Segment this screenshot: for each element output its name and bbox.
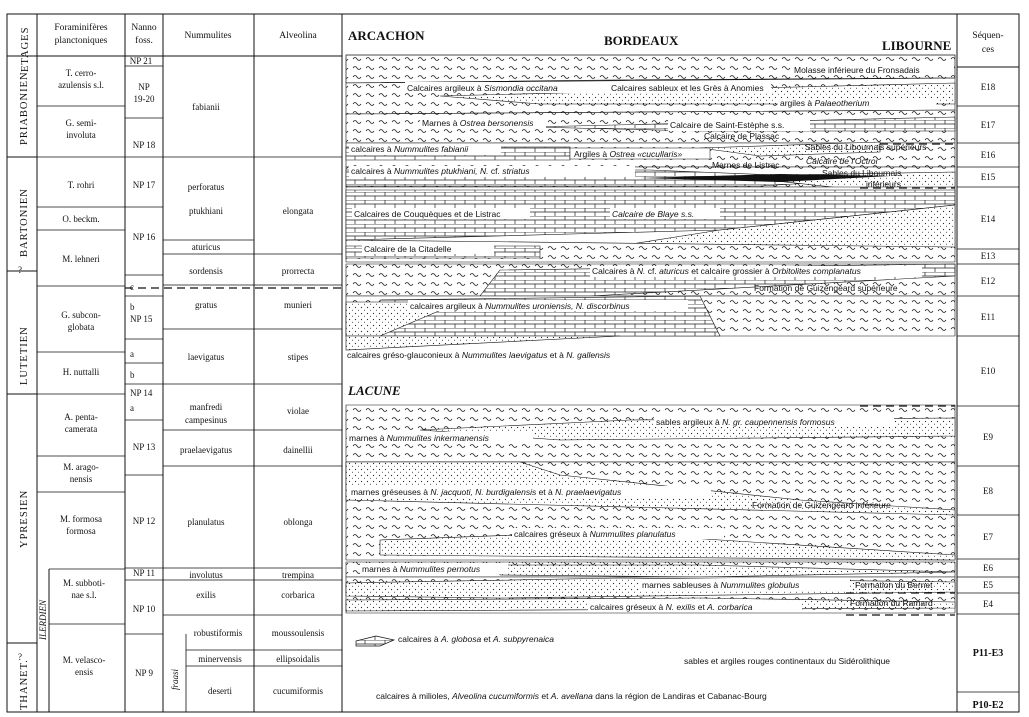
facies-label: Formation du Ramard xyxy=(850,598,933,608)
facies-label: Calcaire de l'Octroi xyxy=(806,156,878,166)
sequence-label: E7 xyxy=(983,532,993,542)
nanno-column xyxy=(130,56,156,678)
nummulites-zone: gratus xyxy=(195,300,217,310)
sequence-label: E4 xyxy=(983,599,993,609)
alveolina-zone: moussoulensis xyxy=(271,628,325,638)
sequence-label: P10-E2 xyxy=(972,700,1004,711)
facies-label: Calcaire de Saint-Estèphe s.s. xyxy=(670,120,785,130)
header-sequences-1: Séquen- xyxy=(972,31,1004,41)
nanno-zone: NP 16 xyxy=(132,232,156,242)
facies-label: sables argileux à N. gr. caupennensis formosus xyxy=(656,417,835,427)
nummulites-zone: laevigatus xyxy=(187,352,225,362)
facies-label: Calcaires de Couquèques et de Listrac xyxy=(354,209,501,219)
sequence-label: E5 xyxy=(983,580,993,590)
alveolina-zone: prorrecta xyxy=(281,266,315,276)
nanno-zone: NP 21 xyxy=(129,56,153,66)
stage-query-2: ? xyxy=(18,652,22,662)
foram-label: M. formosa xyxy=(60,514,102,524)
foram-label: globata xyxy=(67,322,95,332)
foram-label: M. lehneri xyxy=(62,254,100,264)
nanno-zone: NP xyxy=(138,82,150,92)
facies-label: Calcaire de Plassac xyxy=(704,131,780,141)
sequence-label: E6 xyxy=(983,563,993,573)
facies-label: Molasse inférieure du Fronsadais xyxy=(794,65,920,75)
foram-label: nae s.l. xyxy=(71,590,97,600)
nanno-zone: NP 18 xyxy=(132,140,156,150)
header-nanno-2: foss. xyxy=(135,36,153,46)
alveolina-zone: violae xyxy=(287,406,309,416)
facies-label: Marnes de Listrac xyxy=(712,160,780,170)
nummulites-zone: fabianii xyxy=(192,102,220,112)
sequence-label: P11-E3 xyxy=(972,648,1004,659)
facies-label: calcaires à Nummulites fabianii xyxy=(351,144,469,154)
sequence-label: E16 xyxy=(980,150,996,160)
facies-label: sables et argiles rouges continentaux du Sidérolithique xyxy=(684,656,891,666)
facies-label: calcaires gréseux à N. exilis et A. corbarica xyxy=(590,602,753,612)
nanno-zone: NP 10 xyxy=(132,604,156,614)
place-bordeaux: BORDEAUX xyxy=(604,33,679,48)
facies-label: marnes gréseuses à N. jacquoti, N. burdigalensis et à N. praelaevigatus xyxy=(351,487,622,497)
sequence-label: E11 xyxy=(980,312,996,322)
foram-label: formosa xyxy=(66,526,96,536)
sequence-label: E9 xyxy=(983,432,993,442)
legend-lens-icon xyxy=(356,636,394,646)
facies-label: calcaires à Nummulites ptukhiani, N. cf. striatus xyxy=(351,166,530,176)
sequence-label: E18 xyxy=(980,82,996,92)
nummulites-zone: praelaevigatus xyxy=(180,445,232,455)
nummulites-zone: ptukhiani xyxy=(189,206,223,216)
nummulites-zone: deserti xyxy=(208,686,232,696)
facies-label: Formation de Guizengeard inférieure xyxy=(752,500,891,510)
alveolina-zone: corbarica xyxy=(281,590,315,600)
alveolina-zone: munieri xyxy=(284,300,312,310)
alveolina-zone: stipes xyxy=(287,352,309,362)
facies-label: Sables du Libournais xyxy=(822,168,902,178)
nanno-zone: NP 13 xyxy=(132,442,156,452)
facies-label: inférieurs xyxy=(866,179,901,189)
nummulites-zone: campesinus xyxy=(185,415,227,425)
foram-label: A. penta- xyxy=(64,412,98,422)
nanno-zone: NP 12 xyxy=(132,516,156,526)
sequence-label: E17 xyxy=(980,120,996,130)
lacune-label: LACUNE xyxy=(348,383,401,398)
facies-label: Calcaire de Blaye s.s. xyxy=(612,209,695,219)
header-foraminiferes-1: Foraminifères xyxy=(54,23,108,33)
nanno-zone: c xyxy=(130,282,134,292)
header-sequences-2: ces xyxy=(981,45,995,55)
nanno-zone: b xyxy=(130,370,135,380)
stage-ypresien: YPRESIEN xyxy=(19,489,30,548)
nanno-zone: NP 15 xyxy=(130,314,153,324)
foram-label: G. subcon- xyxy=(61,310,101,320)
stage-bartonien: BARTONIEN xyxy=(19,188,30,257)
sequence-label: E10 xyxy=(980,366,996,376)
sequence-label: E14 xyxy=(980,214,996,224)
nummulites-zone: robustiformis xyxy=(193,628,243,638)
nummulites-zone: perforatus xyxy=(187,182,225,192)
facies-label: Formation de Guizengeard supérieure xyxy=(754,283,898,293)
facies-label: calcaires gréso-glauconieux à Nummulites laevigatus et à N. gallensis xyxy=(347,350,611,360)
facies-label: marnes à Nummulites pernotus xyxy=(362,564,481,574)
nummulites-zone: sordensis xyxy=(189,266,223,276)
foram-label: O. beckm. xyxy=(62,214,100,224)
nummulites-zone: minervensis xyxy=(198,654,242,664)
sequence-label: E8 xyxy=(983,486,993,496)
nanno-zone: NP 9 xyxy=(135,668,153,678)
nanno-zone: NP 17 xyxy=(132,180,156,190)
facies-label: calcaires gréseux à Nummulites planulatus xyxy=(514,529,676,539)
facies-label: Calcaire de la Citadelle xyxy=(364,244,452,254)
foram-label: T. cerro- xyxy=(65,68,97,78)
facies-label: calcaires argileux à Nummulites uroniensis, N. discorbinus xyxy=(410,301,630,311)
stage-ilerdien: ILERDIEN xyxy=(38,600,48,640)
sequences-column xyxy=(972,82,1003,711)
nummulites-zone: manfredi xyxy=(189,402,223,412)
header-etages: ETAGES xyxy=(20,26,31,72)
foram-label: G. semi- xyxy=(65,118,97,128)
stage-thanetien: THANET. xyxy=(19,659,30,710)
header-alveolina: Alveolina xyxy=(279,31,317,41)
nanno-zone: NP 14 xyxy=(130,388,153,398)
foram-label: M. subboti- xyxy=(62,578,106,588)
header-foraminiferes-2: planctoniques xyxy=(54,36,108,46)
place-arcachon: ARCACHON xyxy=(348,28,425,43)
facies-label: Formation du Bernet xyxy=(855,580,933,590)
nanno-zone: a xyxy=(130,403,134,413)
facies-label: Calcaires argileux à Sismondia occitana xyxy=(407,83,558,93)
foram-label: involuta xyxy=(66,130,96,140)
nanno-zone: a xyxy=(130,349,134,359)
facies-label: argiles à Palaeotherium xyxy=(780,98,870,108)
alveolina-zone: ellipsoidalis xyxy=(276,654,320,664)
foram-label: H. nuttalli xyxy=(62,367,100,377)
foram-label: azulensis s.l. xyxy=(58,80,104,90)
alveolina-zone: cucumiformis xyxy=(273,686,323,696)
header-nanno-1: Nanno xyxy=(131,23,157,33)
foraminifera-column xyxy=(58,68,105,677)
foram-label: T. rohri xyxy=(67,180,95,190)
nummulites-zone: fraasi xyxy=(170,668,180,690)
stage-query-1: ? xyxy=(18,265,22,275)
alveolina-zone: dainellii xyxy=(283,445,313,455)
alveolina-column xyxy=(272,206,325,696)
nummulites-zone: planulatus xyxy=(187,517,225,527)
header-nummulites: Nummulites xyxy=(184,31,232,41)
sequence-label: E12 xyxy=(980,276,996,286)
nanno-zone: 19-20 xyxy=(133,94,155,104)
facies-label: Sables du Libournais supérieurs xyxy=(805,142,927,152)
nanno-zone: b xyxy=(130,302,135,312)
alveolina-zone: oblonga xyxy=(283,517,313,527)
foram-label: M. arago- xyxy=(63,462,99,472)
facies-label: calcaires à A. globosa et A. subpyrenaica xyxy=(398,634,554,644)
nummulites-column xyxy=(170,102,243,696)
facies-label: Argiles à Ostrea «cucullaris» xyxy=(574,149,683,159)
foram-label: nensis xyxy=(69,474,93,484)
stage-priabonien: PRIABONIEN xyxy=(19,71,30,145)
foram-label: camerata xyxy=(64,424,98,434)
facies-label: marnes à Nummulites inkermanensis xyxy=(349,433,489,443)
facies-label: Marnes à Ostrea bersonensis xyxy=(422,118,534,128)
stage-lutetien: LUTETIEN xyxy=(19,326,30,385)
alveolina-zone: trempina xyxy=(282,570,314,580)
place-libourne: LIBOURNE xyxy=(882,38,952,53)
foram-label: ensis xyxy=(75,667,93,677)
facies-label: marnes sableuses à Nummulites globulus xyxy=(642,580,800,590)
sequence-label: E13 xyxy=(980,251,996,261)
facies-label: Calcaires sableux et les Grès à Anomies xyxy=(611,83,764,93)
alveolina-zone: elongata xyxy=(282,206,314,216)
facies-label: Calcaires à N. cf. aturicus et calcaire grossier à Orbitolites complanatus xyxy=(592,266,861,276)
nanno-zone: NP 11 xyxy=(132,568,156,578)
nummulites-zone: exilis xyxy=(196,590,216,600)
foram-label: M. velasco- xyxy=(62,655,106,665)
sequence-label: E15 xyxy=(980,172,996,182)
facies-label: calcaires à milioles, Alveolina cucumiformis et A. avellana dans la région de Landiras et Cabanac-Bourg xyxy=(376,691,767,701)
nummulites-zone: aturicus xyxy=(191,242,221,252)
nummulites-zone: involutus xyxy=(189,570,223,580)
